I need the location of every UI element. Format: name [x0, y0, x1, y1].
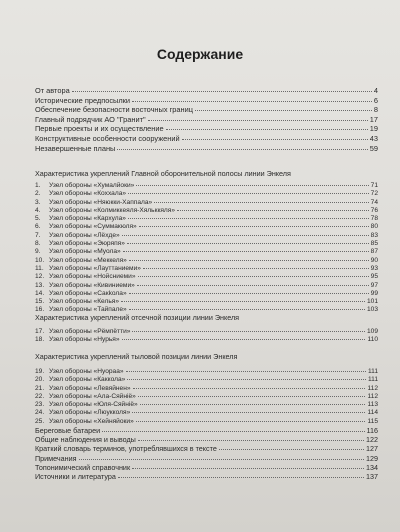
entry-number: 15. — [35, 298, 45, 306]
dot-leader — [143, 268, 369, 269]
entry-page-number: 76 — [370, 206, 378, 214]
entry-title: Узел обороны «Муола» — [49, 248, 121, 256]
entry-page-number: 113 — [367, 401, 378, 409]
entry-page-number: 127 — [366, 444, 378, 454]
toc-entry — [35, 435, 378, 444]
entry-title: Узел обороны «Хумалйоки» — [49, 182, 135, 189]
entry-title: От автора — [35, 86, 70, 95]
toc-entry — [35, 115, 378, 125]
entry-number: 9. — [35, 248, 41, 256]
toc-entry — [35, 393, 378, 401]
entry-page-number: 71 — [370, 182, 378, 189]
dot-leader — [177, 210, 369, 211]
entry-page-number: 93 — [370, 264, 378, 272]
toc-entry — [35, 282, 378, 290]
toc-entry — [35, 190, 378, 198]
toc-closing-list — [35, 426, 378, 481]
dot-leader — [148, 120, 368, 121]
entry-number: 20. — [35, 376, 45, 384]
toc-entry — [35, 376, 378, 384]
dot-leader — [137, 285, 369, 286]
entry-title: Узел обороны «Тайпале» — [49, 306, 127, 314]
entry-title: Узел обороны «Лёхде» — [49, 231, 120, 239]
entry-page-number: 101 — [366, 298, 378, 306]
dot-leader — [138, 440, 364, 441]
entry-title: Узел обороны «Левяйнен» — [49, 384, 131, 392]
entry-page-number: 6 — [373, 95, 378, 105]
entry-page-number: 74 — [370, 198, 378, 206]
entry-title: Узел обороны «Колмиккеяля-Хяльккяля» — [49, 206, 176, 214]
entry-page-number: 111 — [367, 368, 378, 375]
entry-number: 17. — [35, 328, 45, 335]
entry-number: 8. — [35, 240, 41, 248]
dot-leader — [132, 412, 365, 413]
entry-page-number: 83 — [370, 231, 378, 239]
entry-title: Узел обороны «Лауттаниеми» — [49, 264, 141, 272]
entry-page-number: 78 — [370, 215, 378, 223]
entry-page-number: 111 — [367, 376, 378, 384]
entry-title: Узел обороны «Ала-Сяйнiё» — [49, 392, 136, 400]
entry-page-number: 4 — [373, 86, 378, 95]
toc-entry — [35, 232, 378, 240]
entry-number: 7. — [35, 231, 41, 239]
toc-entry — [35, 223, 378, 231]
entry-page-number: 97 — [370, 281, 378, 289]
toc-entry — [35, 257, 378, 265]
dot-leader — [127, 379, 366, 380]
dot-leader — [102, 431, 364, 432]
section1-heading: Характеристика укреплений Главной оборонительной полосы линии Энкеля — [35, 169, 291, 178]
entry-title: Узел обороны «Коххала» — [49, 190, 127, 198]
entry-page-number: 114 — [367, 409, 378, 417]
dot-leader — [128, 218, 369, 219]
entry-number: 13. — [35, 281, 45, 289]
entry-title: Исторические предпосылки — [35, 95, 131, 105]
section3-heading: Характеристика укреплений тыловой позиции линии Энкеля — [35, 352, 238, 361]
dot-leader — [117, 149, 367, 150]
entry-number: 6. — [35, 223, 41, 231]
entry-page-number: 122 — [366, 435, 378, 445]
entry-number: 18. — [35, 336, 45, 344]
toc-entry — [35, 199, 378, 207]
entry-page-number: 112 — [367, 384, 378, 392]
toc-entry — [35, 454, 378, 463]
entry-title: Узел обороны «Каккола» — [49, 376, 126, 384]
entry-title: Узел обороны «Люукколя» — [49, 409, 131, 417]
entry-title: Общие наблюдения и выводы — [35, 435, 136, 445]
entry-title: Краткий словарь терминов, употреблявшихся в тексте — [35, 444, 217, 454]
entry-title: Узел обороны «Хейняйоки» — [49, 417, 134, 425]
entry-page-number: 129 — [366, 453, 378, 463]
dot-leader — [129, 293, 369, 294]
entry-number: 14. — [35, 289, 45, 297]
entry-page-number: 137 — [366, 471, 378, 481]
entry-title: Узел обороны «Кивиниеми» — [49, 281, 135, 289]
entry-page-number: 85 — [370, 240, 378, 248]
toc-entry — [35, 444, 378, 453]
toc-entry — [35, 385, 378, 393]
entry-title: Узел обороны «Нурья» — [49, 336, 120, 344]
entry-number: 16. — [35, 306, 45, 314]
dot-leader — [129, 309, 365, 310]
entry-title: Первые проекты и их осуществление — [35, 124, 164, 134]
toc-entry — [35, 134, 378, 144]
dot-leader — [122, 339, 366, 340]
dot-leader — [133, 388, 366, 389]
toc-section3-list — [35, 368, 378, 426]
entry-number: 4. — [35, 206, 41, 214]
toc-entry — [35, 472, 378, 481]
entry-page-number: 112 — [367, 392, 378, 400]
toc-entry — [35, 426, 378, 435]
entry-page-number: 17 — [369, 114, 378, 124]
entry-page-number: 115 — [367, 417, 378, 425]
entry-title: Обеспечение безопасности восточных границ — [35, 105, 193, 115]
entry-page-number: 72 — [370, 190, 378, 198]
entry-number: 3. — [35, 198, 41, 206]
toc-entry — [35, 86, 378, 96]
toc-section2-list — [35, 328, 378, 345]
toc-intro-list — [35, 86, 378, 153]
dot-leader — [219, 449, 364, 450]
entry-number: 24. — [35, 409, 45, 417]
entry-page-number: 90 — [370, 256, 378, 264]
entry-title: Конструктивные особенности сооружений — [35, 133, 180, 143]
entry-title: Примечания — [35, 453, 77, 463]
entry-title: Источники и литература — [35, 471, 116, 481]
dot-leader — [72, 91, 372, 92]
toc-entry — [35, 124, 378, 134]
dot-leader — [123, 251, 369, 252]
toc-entry — [35, 207, 378, 215]
entry-title: Узел обороны «Няюкки-Хаппала» — [49, 198, 153, 206]
toc-entry — [35, 144, 378, 154]
toc-entry — [35, 409, 378, 417]
entry-number: 12. — [35, 273, 45, 281]
entry-title: Незавершенные планы — [35, 143, 116, 153]
dot-leader — [140, 404, 366, 405]
dot-leader — [122, 235, 369, 236]
dot-leader — [132, 468, 364, 469]
dot-leader — [132, 101, 372, 102]
toc-entry — [35, 105, 378, 115]
entry-title: Узел обороны «Нуораа» — [49, 368, 124, 375]
entry-page-number: 116 — [366, 426, 378, 435]
entry-title: Узел обороны «Рёмпётти» — [49, 328, 131, 335]
entry-page-number: 87 — [370, 248, 378, 256]
toc-entry — [35, 248, 378, 256]
entry-title: Главный подрядчик АО "Гранит" — [35, 114, 146, 124]
entry-title: Береговые батареи — [35, 426, 101, 435]
toc-section1-list — [35, 182, 378, 315]
entry-title: Узел обороны «Сакkола» — [49, 289, 127, 297]
entry-number: 22. — [35, 392, 45, 400]
entry-title: Узел обороны «Келья» — [49, 298, 120, 306]
entry-page-number: 103 — [366, 306, 378, 314]
dot-leader — [182, 139, 368, 140]
entry-page-number: 134 — [366, 462, 378, 472]
dot-leader — [154, 202, 368, 203]
toc-entry — [35, 290, 378, 298]
entry-page-number: 80 — [370, 223, 378, 231]
dot-leader — [136, 421, 366, 422]
entry-title: Узел обороны «Эюряпя» — [49, 240, 125, 248]
dot-leader — [195, 110, 372, 111]
dot-leader — [136, 185, 368, 186]
entry-page-number: 109 — [366, 328, 378, 335]
entry-title: Узел обороны «Кархула» — [49, 215, 126, 223]
entry-title: Топонимический справочник — [35, 462, 131, 472]
entry-number: 21. — [35, 384, 45, 392]
entry-number: 10. — [35, 256, 45, 264]
entry-title: Узел обороны «Юля-Сяйнiё» — [49, 401, 138, 409]
dot-leader — [127, 243, 369, 244]
toc-entry — [35, 96, 378, 106]
toc-entry — [35, 336, 378, 344]
entry-number: 1. — [35, 182, 41, 189]
entry-page-number: 110 — [367, 336, 378, 344]
dot-leader — [121, 301, 365, 302]
section2-heading: Характеристика укреплений отсечной позиции линии Энкеля — [35, 313, 240, 322]
entry-number: 19. — [35, 368, 45, 375]
toc-entry — [35, 463, 378, 472]
page-title: Содержание — [156, 46, 244, 62]
entry-page-number: 43 — [369, 133, 378, 143]
dot-leader — [129, 260, 369, 261]
dot-leader — [138, 396, 366, 397]
dot-leader — [132, 331, 365, 332]
entry-page-number: 19 — [369, 124, 378, 134]
entry-page-number: 8 — [373, 105, 378, 115]
dot-leader — [118, 477, 364, 478]
entry-number: 5. — [35, 215, 41, 223]
toc-entry — [35, 418, 378, 426]
dot-leader — [139, 226, 369, 227]
entry-title: Узел обороны «Суммакюля» — [49, 223, 137, 231]
dot-leader — [126, 371, 366, 372]
toc-entry — [35, 273, 378, 281]
entry-page-number: 59 — [369, 143, 378, 153]
entry-page-number: 95 — [370, 273, 378, 281]
dot-leader — [128, 193, 369, 194]
dot-leader — [138, 276, 369, 277]
entry-number: 11. — [35, 264, 44, 272]
entry-title: Узел обороны «Нойсниеми» — [49, 273, 136, 281]
entry-page-number: 99 — [370, 289, 378, 297]
entry-number: 25. — [35, 417, 45, 425]
dot-leader — [79, 459, 365, 460]
entry-number: 2. — [35, 190, 41, 198]
entry-title: Узел обороны «Меккеля» — [49, 256, 127, 264]
dot-leader — [166, 129, 368, 130]
entry-number: 23. — [35, 401, 45, 409]
